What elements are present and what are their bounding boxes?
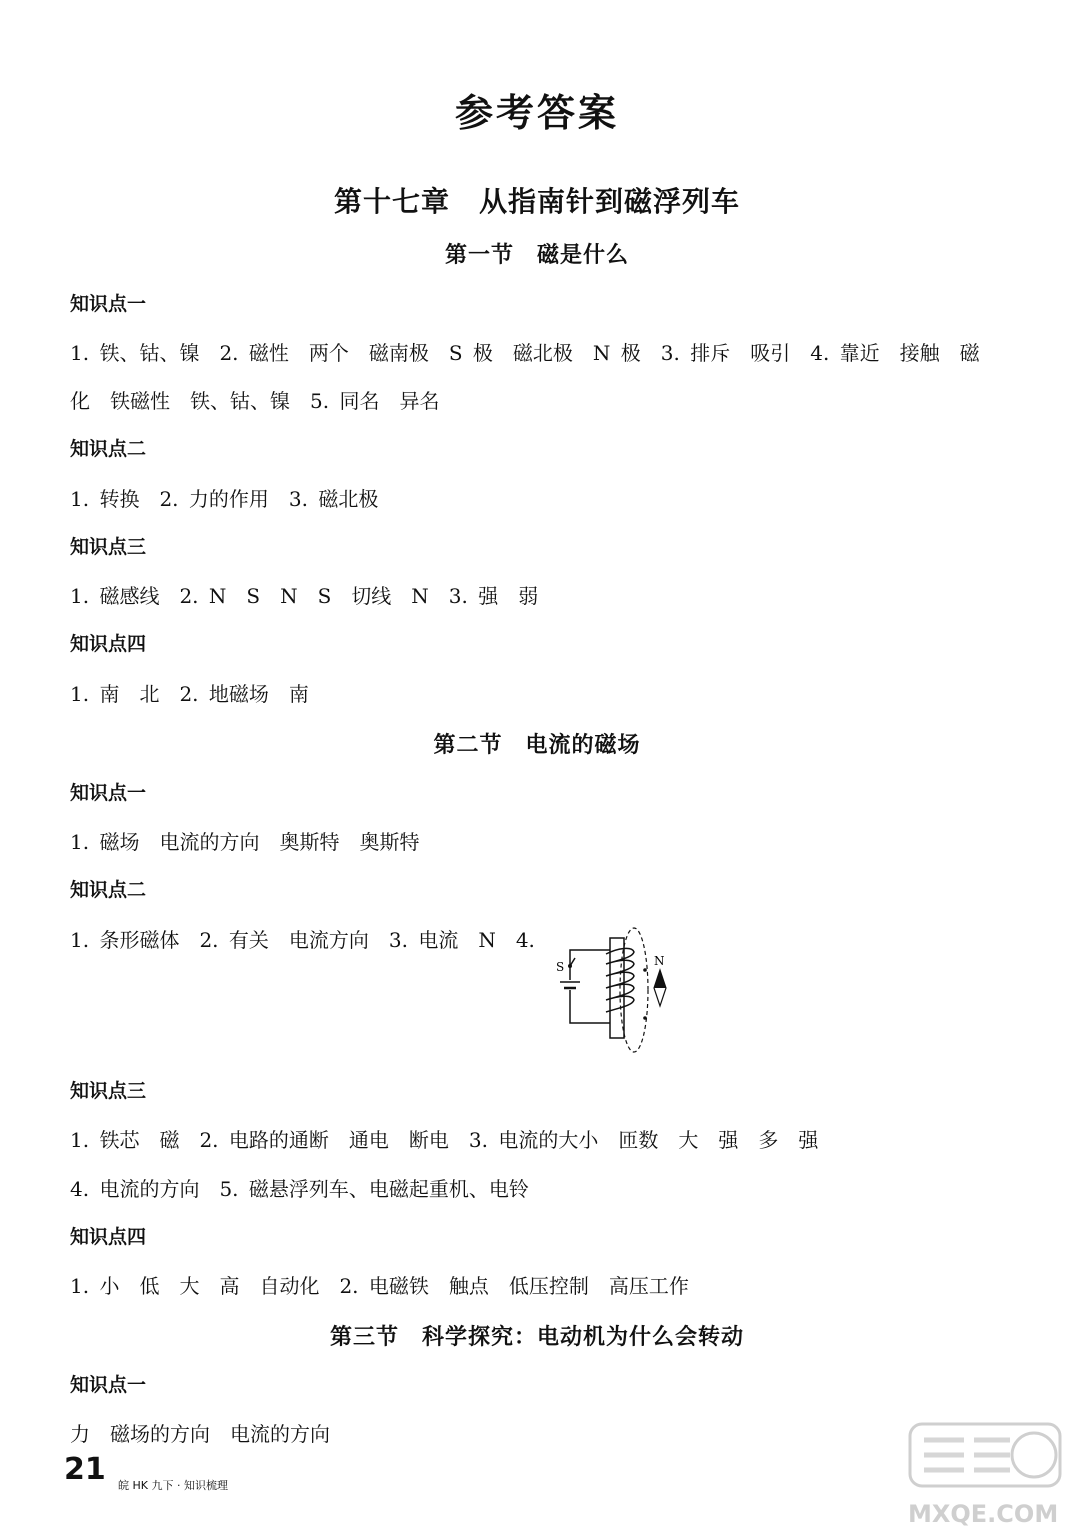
- watermark-logo: [900, 1420, 1070, 1534]
- answer-line: 1. 磁场 电流的方向 奥斯特 奥斯特: [70, 830, 420, 854]
- knowledge-point-label: 知识点一: [70, 1374, 147, 1396]
- page-number: 21: [64, 1452, 106, 1487]
- section-title: 第三节 科学探究：电动机为什么会转动: [329, 1325, 744, 1350]
- knowledge-point-label: 知识点二: [70, 879, 147, 901]
- solenoid-circuit-diagram: [548, 920, 678, 1064]
- knowledge-point-label: 知识点四: [70, 1226, 147, 1248]
- answer-line: 力 磁场的方向 电流的方向: [70, 1422, 330, 1446]
- knowledge-point-label: 知识点三: [70, 1080, 147, 1102]
- pole-label: N: [654, 954, 665, 968]
- knowledge-point-label: 知识点三: [70, 536, 147, 558]
- knowledge-point-label: 知识点四: [70, 633, 147, 655]
- section-title: 第二节 电流的磁场: [433, 733, 641, 758]
- answer-line: 1. 铁、钴、镍 2. 磁性 两个 磁南极 S 极 磁北极 N 极 3. 排斥 吸引 4. 靠近 接触 磁: [70, 341, 980, 365]
- section-title: 第一节 磁是什么: [444, 243, 629, 268]
- answer-line: 1. 南 北 2. 地磁场 南: [70, 682, 309, 706]
- chapter-title: 第十七章 从指南针到磁浮列车: [333, 185, 740, 218]
- answer-line: 4. 电流的方向 5. 磁悬浮列车、电磁起重机、电铃: [70, 1177, 529, 1201]
- answer-line: 1. 铁芯 磁 2. 电路的通断 通电 断电 3. 电流的大小 匝数 大 强 多 强: [70, 1128, 819, 1152]
- knowledge-point-label: 知识点二: [70, 438, 147, 460]
- answer-line: 1. 磁感线 2. N S N S 切线 N 3. 强 弱: [70, 584, 539, 608]
- switch-label: S: [556, 960, 565, 974]
- page-title: 参考答案: [454, 91, 619, 135]
- answer-line: 1. 条形磁体 2. 有关 电流方向 3. 电流 N 4.: [70, 928, 535, 952]
- answer-line: 化 铁磁性 铁、钴、镍 5. 同名 异名: [70, 389, 440, 413]
- answer-line: 1. 小 低 大 高 自动化 2. 电磁铁 触点 低压控制 高压工作: [70, 1274, 689, 1298]
- knowledge-point-label: 知识点一: [70, 293, 147, 315]
- footer-text: 皖 HK 九下 · 知识梳理: [118, 1479, 228, 1492]
- knowledge-point-label: 知识点一: [70, 782, 147, 804]
- watermark-text: MXQE.COM: [908, 1500, 1059, 1528]
- answer-line: 1. 转换 2. 力的作用 3. 磁北极: [70, 487, 379, 511]
